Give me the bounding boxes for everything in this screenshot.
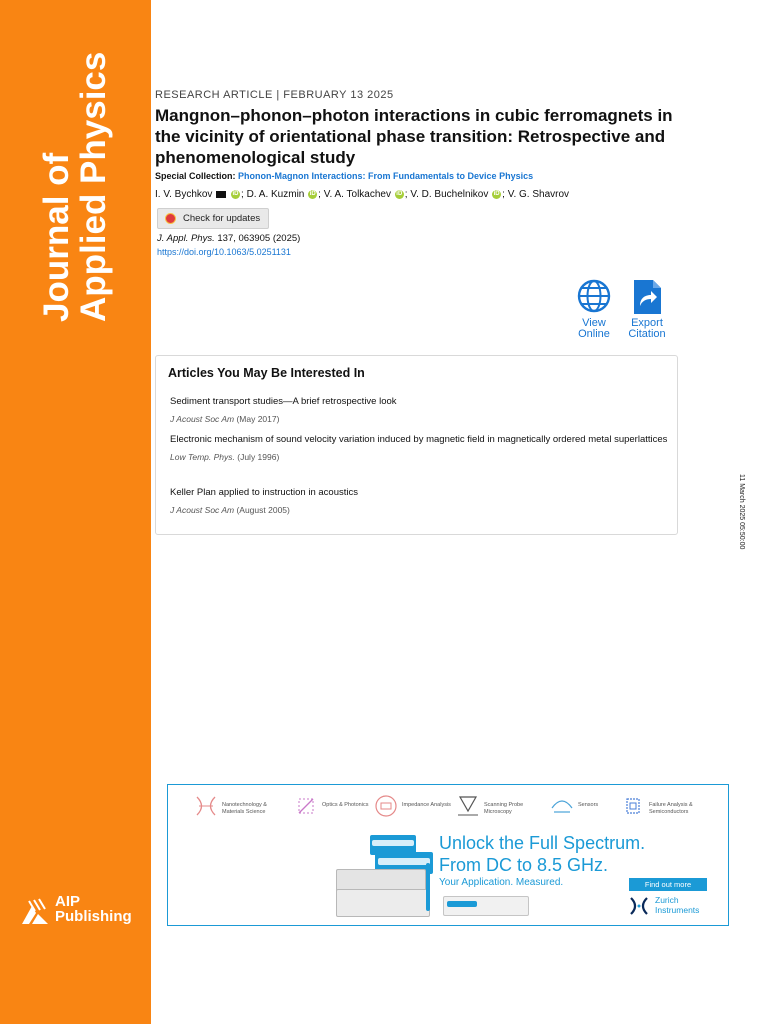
citation <box>157 233 300 244</box>
ad-category-label: Scanning Probe Microscopy <box>484 802 524 815</box>
related-article-title[interactable]: Electronic mechanism of sound velocity variation induced by magnetic field in magnetically ordered metal superlattices <box>170 434 668 445</box>
journal-abbrev: J. Appl. Phys. <box>157 233 215 244</box>
zurich-instruments-logo-icon <box>629 896 649 916</box>
ad-headline <box>439 832 645 876</box>
author-name[interactable]: V. A. Tolkachev <box>323 189 391 200</box>
special-collection-link[interactable]: Phonon-Magnon Interactions: From Fundamentals to Device Physics <box>238 171 534 181</box>
ad-category-label: Nanotechnology & Materials Science <box>222 802 267 815</box>
ad-category <box>194 794 284 824</box>
doi-link[interactable]: https://doi.org/10.1063/5.0251131 <box>157 247 291 257</box>
email-icon[interactable] <box>216 191 226 198</box>
view-online-button[interactable] <box>573 279 615 340</box>
view-online-label-2: Online <box>578 328 610 340</box>
related-article-source <box>170 414 670 424</box>
chip-icon <box>621 794 645 818</box>
ad-category-label: Optics & Photonics <box>322 802 369 808</box>
view-online-label-1: View <box>582 317 606 329</box>
orcid-icon[interactable]: iD <box>309 190 316 197</box>
related-article-title[interactable]: Sediment transport studies—A brief retrospective look <box>170 396 397 407</box>
ad-category <box>374 794 464 824</box>
author-list: I. V. Bychkov iD ; D. A. Kuzmin iD ; V. A. Tolkachev iD ; V. D. Buchelnikov iD ; V. G. Shavrov <box>155 189 570 200</box>
ad-category <box>456 794 546 824</box>
special-collection <box>155 171 533 181</box>
check-updates-button[interactable] <box>157 208 269 229</box>
author-name[interactable]: V. G. Shavrov <box>507 189 570 200</box>
related-journal: J Acoust Soc Am <box>170 504 235 515</box>
related-journal: Low Temp. Phys. <box>170 451 235 462</box>
publisher-name-text: AIP Publishing <box>55 893 132 925</box>
ad-category-label: Sensors <box>578 802 599 808</box>
export-document-icon <box>631 279 663 315</box>
export-citation-label-2: Citation <box>628 328 666 340</box>
crossmark-icon <box>165 213 176 224</box>
list-item <box>170 432 670 462</box>
probe-icon <box>456 794 480 818</box>
ad-headline-line-2: From DC to 8.5 GHz. <box>439 855 609 875</box>
related-articles-box <box>155 355 678 535</box>
orcid-icon[interactable]: iD <box>396 190 403 197</box>
citation-details: 137, 063905 (2025) <box>214 233 301 244</box>
article-meta: RESEARCH ARTICLE | FEBRUARY 13 2025 <box>155 89 394 101</box>
related-date: (May 2017) <box>234 413 280 424</box>
author-name[interactable]: V. D. Buchelnikov <box>410 189 489 200</box>
ad-category-label: Failure Analysis & Semiconductors <box>649 802 693 815</box>
author-name[interactable]: D. A. Kuzmin <box>246 189 305 200</box>
advertisement-banner[interactable] <box>167 784 729 926</box>
aip-logo-icon <box>18 896 52 926</box>
related-article-title[interactable]: Keller Plan applied to instruction in acoustics <box>170 487 358 498</box>
ad-headline-line-1: Unlock the Full Spectrum. <box>439 833 646 853</box>
related-article-source <box>170 452 670 462</box>
export-citation-button[interactable] <box>623 279 671 340</box>
ad-category <box>294 794 384 824</box>
publisher-name <box>55 893 132 925</box>
download-timestamp: 11 March 2025 05:50:00 <box>738 474 745 550</box>
ad-category-label: Impedance Analysis <box>402 802 451 808</box>
special-collection-label: Special Collection: <box>155 171 236 181</box>
related-article-source <box>170 505 670 515</box>
nanotechnology-icon <box>194 794 218 818</box>
ad-tagline: Your Application. Measured. <box>439 877 564 888</box>
globe-icon <box>575 279 613 315</box>
ad-brand-line-2: Instruments <box>655 904 700 915</box>
list-item <box>170 485 670 515</box>
related-articles-heading: Articles You May Be Interested In <box>168 366 365 380</box>
sensor-icon <box>550 794 574 818</box>
ad-brand-name <box>655 896 699 915</box>
optics-icon <box>294 794 318 818</box>
related-journal: J Acoust Soc Am <box>170 413 235 424</box>
find-out-more-button[interactable]: Find out more <box>629 878 707 891</box>
orcid-icon[interactable]: iD <box>232 190 239 197</box>
journal-sidebar <box>0 0 151 1024</box>
related-date: (August 2005) <box>234 504 290 515</box>
article-title: Mangnon–phonon–photon interactions in cubic ferromagnets in the vicinity of orientational phase transition: Retrospective and phenomenological study <box>155 106 673 167</box>
publisher-logo[interactable] <box>18 892 148 932</box>
export-citation-label-1: Export <box>631 317 663 329</box>
ad-category <box>621 794 711 824</box>
orcid-icon[interactable]: iD <box>493 190 500 197</box>
list-item <box>170 394 670 424</box>
impedance-icon <box>374 794 398 818</box>
ad-brand-line-1: Zurich <box>655 895 679 905</box>
journal-title: Journal of Applied Physics <box>37 51 113 322</box>
ad-brand-logo <box>629 896 719 920</box>
check-updates-label: Check for updates <box>183 213 261 224</box>
author-name[interactable]: I. V. Bychkov <box>155 189 213 200</box>
related-date: (July 1996) <box>234 451 280 462</box>
